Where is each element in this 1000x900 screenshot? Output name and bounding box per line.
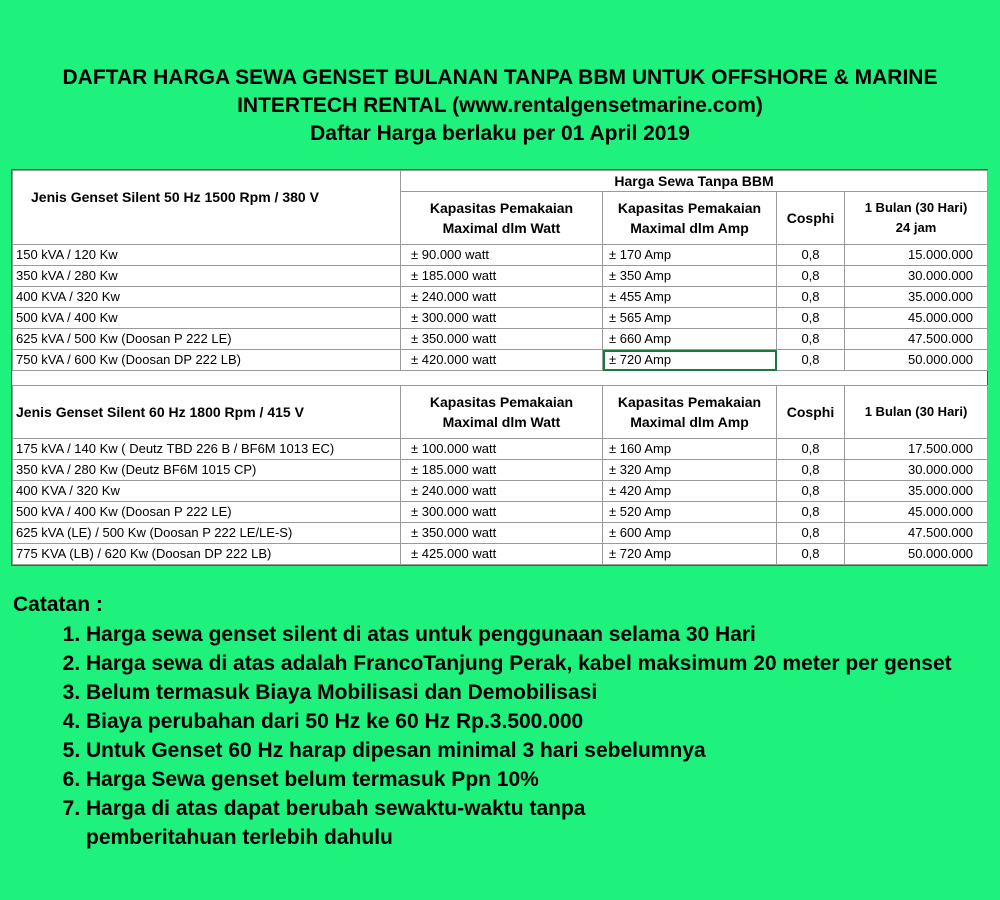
note-item: 3. Belum termasuk Biaya Mobilisasi dan Demobilisasi (86, 678, 993, 707)
spacer-cell (401, 371, 603, 386)
price-table (11, 169, 988, 566)
table1-cell-amp[interactable]: ± 565 Amp (603, 308, 777, 329)
table2-cell-amp[interactable]: ± 160 Amp (603, 439, 777, 460)
table1-cell-watt[interactable]: ± 90.000 watt (401, 245, 603, 266)
note-item: 7. Harga di atas dapat berubah sewaktu-waktu tanpa pemberitahuan terlebih dahulu (86, 794, 646, 852)
table1-header-price-line2: 24 jam (895, 220, 937, 235)
table-row (13, 266, 988, 287)
table-row (13, 245, 988, 266)
table-row (13, 481, 988, 502)
table1-header-price-line1: 1 Bulan (30 Hari) (864, 200, 968, 215)
price-validity-date: Daftar Harga berlaku per 01 April 2019 (310, 122, 690, 145)
table-row (13, 544, 988, 565)
table-row (13, 460, 988, 481)
table1-cell-type[interactable]: 750 kVA / 600 Kw (Doosan DP 222 LB) (13, 350, 401, 371)
table2-cell-watt[interactable]: ± 300.000 watt (401, 502, 603, 523)
table2-cell-price[interactable]: 30.000.000 (845, 460, 988, 481)
note-item: 6. Harga Sewa genset belum termasuk Ppn 10% (86, 765, 993, 794)
table1-cell-type[interactable]: 350 kVA / 280 Kw (13, 266, 401, 287)
table1-cell-watt[interactable]: ± 350.000 watt (401, 329, 603, 350)
table1-cell-price[interactable]: 35.000.000 (845, 287, 988, 308)
table2-header-amp: Kapasitas Pemakaian Maximal dlm Amp (603, 386, 777, 439)
table-row (13, 502, 988, 523)
notes-section (13, 590, 993, 852)
table1-cell-cosphi[interactable]: 0,8 (777, 308, 845, 329)
table2-header-watt: Kapasitas Pemakaian Maximal dlm Watt (401, 386, 603, 439)
notes-list (13, 620, 993, 852)
table1-cell-type[interactable]: 150 kVA / 120 Kw (13, 245, 401, 266)
table2-cell-price[interactable]: 47.500.000 (845, 523, 988, 544)
spacer-cell (13, 371, 401, 386)
table1-cell-cosphi[interactable]: 0,8 (777, 350, 845, 371)
spacer-cell (777, 371, 845, 386)
table2-cell-cosphi[interactable]: 0,8 (777, 460, 845, 481)
table2-cell-cosphi[interactable]: 0,8 (777, 523, 845, 544)
table2-cell-amp[interactable]: ± 520 Amp (603, 502, 777, 523)
table-row (13, 350, 988, 371)
table1-header-watt: Kapasitas Pemakaian Maximal dlm Watt (401, 192, 603, 245)
table1-cell-price[interactable]: 15.000.000 (845, 245, 988, 266)
table1-cell-price[interactable]: 50.000.000 (845, 350, 988, 371)
table-row (13, 523, 988, 544)
table1-group-header: Harga Sewa Tanpa BBM (401, 171, 988, 192)
table1-cell-watt[interactable]: ± 300.000 watt (401, 308, 603, 329)
table2-cell-type[interactable]: 175 kVA / 140 Kw ( Deutz TBD 226 B / BF6M 1013 EC) (13, 439, 401, 460)
table2-cell-watt[interactable]: ± 100.000 watt (401, 439, 603, 460)
table1-cell-amp[interactable]: ± 660 Amp (603, 329, 777, 350)
table2-header-type: Jenis Genset Silent 60 Hz 1800 Rpm / 415 V (13, 386, 401, 439)
note-item: 2. Harga sewa di atas adalah FrancoTanjung Perak, kabel maksimum 20 meter per genset (86, 649, 993, 678)
table2-cell-cosphi[interactable]: 0,8 (777, 544, 845, 565)
table-row (13, 308, 988, 329)
table2-cell-type[interactable]: 400 KVA / 320 Kw (13, 481, 401, 502)
table1-header-amp: Kapasitas Pemakaian Maximal dlm Amp (603, 192, 777, 245)
page-subtitle: INTERTECH RENTAL (www.rentalgensetmarine.com) (237, 94, 763, 117)
table2-cell-amp[interactable]: ± 420 Amp (603, 481, 777, 502)
note-item: 5. Untuk Genset 60 Hz harap dipesan minimal 3 hari sebelumnya (86, 736, 993, 765)
table2-cell-amp[interactable]: ± 600 Amp (603, 523, 777, 544)
table2-header-cosphi: Cosphi (777, 386, 845, 439)
table-row (13, 439, 988, 460)
table2-cell-amp[interactable]: ± 320 Amp (603, 460, 777, 481)
table1-cell-price[interactable]: 45.000.000 (845, 308, 988, 329)
table1-header-price (845, 192, 988, 245)
table2-cell-price[interactable]: 50.000.000 (845, 544, 988, 565)
table1-cell-watt[interactable]: ± 185.000 watt (401, 266, 603, 287)
page-title-block (0, 64, 1000, 148)
table2-cell-type[interactable]: 625 kVA (LE) / 500 Kw (Doosan P 222 LE/LE-S) (13, 523, 401, 544)
table2-cell-watt[interactable]: ± 425.000 watt (401, 544, 603, 565)
table2-cell-type[interactable]: 350 kVA / 280 Kw (Deutz BF6M 1015 CP) (13, 460, 401, 481)
table1-cell-cosphi[interactable]: 0,8 (777, 266, 845, 287)
table1-header-cosphi: Cosphi (777, 192, 845, 245)
table2-cell-watt[interactable]: ± 350.000 watt (401, 523, 603, 544)
table2-cell-amp[interactable]: ± 720 Amp (603, 544, 777, 565)
table1-cell-watt[interactable]: ± 420.000 watt (401, 350, 603, 371)
table1-cell-watt[interactable]: ± 240.000 watt (401, 287, 603, 308)
notes-heading: Catatan : (13, 593, 103, 616)
table1-cell-amp[interactable]: ± 350 Amp (603, 266, 777, 287)
table2-header-price: 1 Bulan (30 Hari) (845, 386, 988, 439)
note-item: 1. Harga sewa genset silent di atas untuk penggunaan selama 30 Hari (86, 620, 993, 649)
table-spacer-row (13, 371, 988, 386)
note-item: 4. Biaya perubahan dari 50 Hz ke 60 Hz Rp.3.500.000 (86, 707, 993, 736)
table1-cell-type[interactable]: 500 kVA / 400 Kw (13, 308, 401, 329)
table1-cell-cosphi[interactable]: 0,8 (777, 329, 845, 350)
table1-cell-type[interactable]: 400 KVA / 320 Kw (13, 287, 401, 308)
table2-cell-price[interactable]: 45.000.000 (845, 502, 988, 523)
table2-cell-type[interactable]: 500 kVA / 400 Kw (Doosan P 222 LE) (13, 502, 401, 523)
spacer-cell (845, 371, 988, 386)
table1-cell-cosphi[interactable]: 0,8 (777, 245, 845, 266)
page-title: DAFTAR HARGA SEWA GENSET BULANAN TANPA BBM UNTUK OFFSHORE & MARINE (62, 66, 938, 89)
table2-cell-type[interactable]: 775 KVA (LB) / 620 Kw (Doosan DP 222 LB) (13, 544, 401, 565)
table1-cell-amp-selected[interactable]: ± 720 Amp (603, 350, 777, 371)
table1-header-type: Jenis Genset Silent 50 Hz 1500 Rpm / 380 V (13, 171, 401, 245)
table1-cell-type[interactable]: 625 kVA / 500 Kw (Doosan P 222 LE) (13, 329, 401, 350)
table2-cell-watt[interactable]: ± 185.000 watt (401, 460, 603, 481)
table1-cell-cosphi[interactable]: 0,8 (777, 287, 845, 308)
table2-cell-price[interactable]: 35.000.000 (845, 481, 988, 502)
table2-cell-cosphi[interactable]: 0,8 (777, 439, 845, 460)
table2-cell-cosphi[interactable]: 0,8 (777, 502, 845, 523)
table2-cell-price[interactable]: 17.500.000 (845, 439, 988, 460)
table1-cell-price[interactable]: 47.500.000 (845, 329, 988, 350)
spacer-cell (603, 371, 777, 386)
table-row (13, 329, 988, 350)
table1-cell-price[interactable]: 30.000.000 (845, 266, 988, 287)
table2-cell-cosphi[interactable]: 0,8 (777, 481, 845, 502)
table1-cell-amp[interactable]: ± 170 Amp (603, 245, 777, 266)
table2-cell-watt[interactable]: ± 240.000 watt (401, 481, 603, 502)
table1-cell-amp[interactable]: ± 455 Amp (603, 287, 777, 308)
table-row (13, 287, 988, 308)
